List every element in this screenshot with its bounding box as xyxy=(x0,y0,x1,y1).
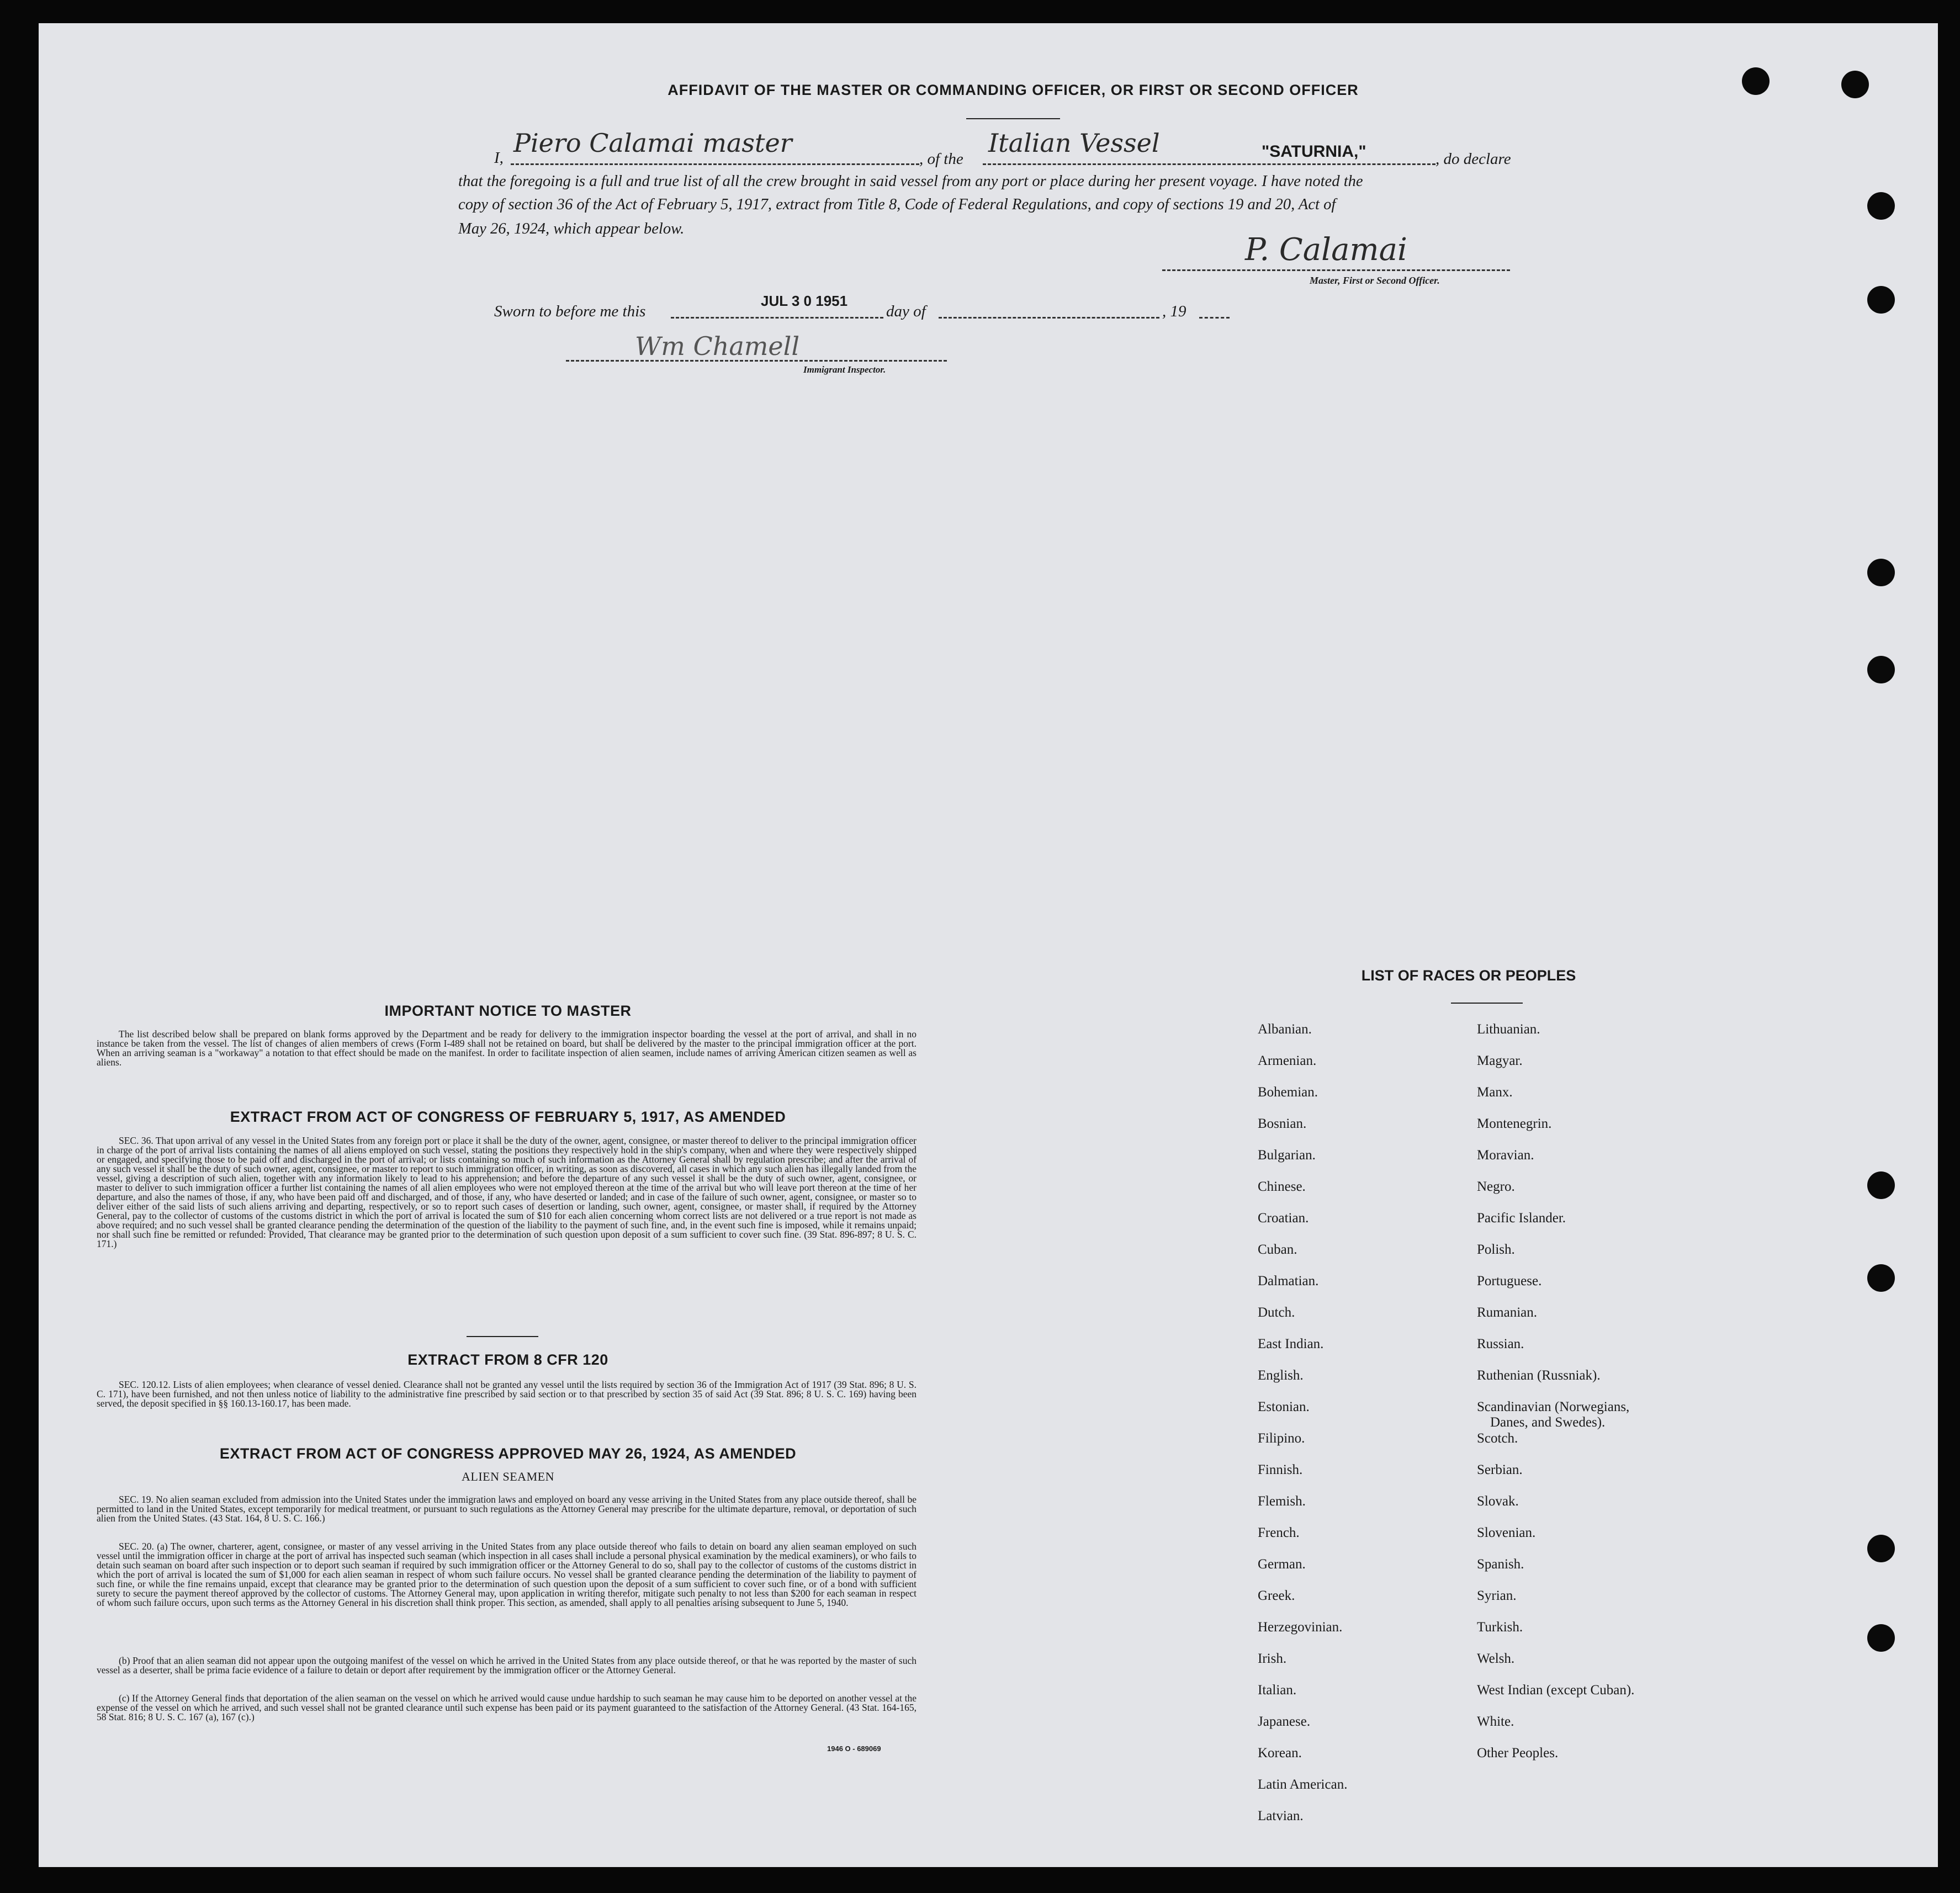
extract-1917-title: EXTRACT FROM ACT OF CONGRESS OF FEBRUARY 5, 1917, AS AMENDED xyxy=(230,1109,786,1125)
punch-hole xyxy=(1742,67,1770,95)
month-line xyxy=(939,317,1159,319)
punch-hole xyxy=(1867,1264,1895,1292)
race-item: Herzegovinian. xyxy=(1258,1620,1343,1635)
extract-1924-subtitle: ALIEN SEAMEN xyxy=(462,1470,554,1483)
race-item: Irish. xyxy=(1258,1651,1287,1666)
race-item: Bosnian. xyxy=(1258,1116,1307,1131)
race-item: Other Peoples. xyxy=(1477,1746,1559,1761)
race-item: French. xyxy=(1258,1525,1300,1540)
race-item: Bulgarian. xyxy=(1258,1148,1316,1163)
year-line xyxy=(1199,317,1230,319)
year-label: , 19 xyxy=(1162,303,1186,320)
extract-1924-sec20a: SEC. 20. (a) The owner, charterer, agent, consignee, or master of any vessel arriving in the United States from any place outside thereof who fails to detain on board any alien seaman employed on such vessel until the immigration officer in charge at the port of arrival has inspected such seaman (which inspection in all cases shall include a personal physical examination by the medical examiners), or who fails to detain such seaman on board after such inspection or to deport such seaman if required by such immigration officer or the Attorney General to do so, shall pay to the collector of customs of the customs district in which the port of arrival is located the sum of $1,000 for each alien seaman in respect of whom such failure occurs. No vessel shall be granted clearance pending the determination of the liability to payment of such fine, or while the fine remains unpaid, except that clearance may be granted prior to the determination of such question upon the deposit of a sum sufficient to cover such fine, or of a bond with sufficient surety to secure the payment thereof approved by the collector of customs. The Attorney General may, upon application in writing therefor, mitigate such penalty to not less than $200 for each seaman in respect of whom such failure occurs, upon such terms as the Attorney General in his discretion shall think proper. This section, as amended, shall apply to all penalties arising subsequent to June 5, 1940. xyxy=(97,1541,917,1608)
race-item: Rumanian. xyxy=(1477,1305,1538,1320)
extract-1924-title: EXTRACT FROM ACT OF CONGRESS APPROVED MAY 26, 1924, AS AMENDED xyxy=(219,1445,797,1462)
race-item: Latin American. xyxy=(1258,1777,1348,1792)
declarant-handwriting: Piero Calamai master xyxy=(513,128,792,158)
punch-hole xyxy=(1867,192,1895,220)
race-item: Russian. xyxy=(1477,1337,1524,1351)
inspector-signature: Wm Chamell xyxy=(635,331,800,361)
race-item: East Indian. xyxy=(1258,1337,1324,1351)
race-item: Finnish. xyxy=(1258,1462,1303,1477)
race-item: Italian. xyxy=(1258,1683,1297,1698)
notice-title: IMPORTANT NOTICE TO MASTER xyxy=(384,1003,632,1019)
race-item: Portuguese. xyxy=(1477,1274,1542,1288)
race-item: Bohemian. xyxy=(1258,1085,1318,1100)
extract-cfr-title: EXTRACT FROM 8 CFR 120 xyxy=(407,1351,608,1368)
title-rule xyxy=(966,118,1060,119)
punch-hole xyxy=(1867,1624,1895,1652)
race-item: English. xyxy=(1258,1368,1304,1383)
race-item: Negro. xyxy=(1477,1179,1515,1194)
race-item: Flemish. xyxy=(1258,1494,1306,1509)
affidavit-body-line1: that the foregoing is a full and true list of all the crew brought in said vessel from any port or place during her present voyage. I have noted the xyxy=(458,173,1363,190)
race-item: Japanese. xyxy=(1258,1714,1311,1729)
race-item: Lithuanian. xyxy=(1477,1022,1540,1037)
section-divider xyxy=(467,1336,538,1337)
race-item: German. xyxy=(1258,1557,1306,1572)
race-item: Korean. xyxy=(1258,1746,1302,1761)
race-item: Serbian. xyxy=(1477,1462,1523,1477)
race-item: Filipino. xyxy=(1258,1431,1305,1446)
race-item: Dalmatian. xyxy=(1258,1274,1319,1288)
races-title-rule xyxy=(1451,1003,1523,1004)
race-item: West Indian (except Cuban). xyxy=(1477,1683,1635,1698)
sworn-date-line xyxy=(671,317,883,319)
do-declare-label: , do declare xyxy=(1435,150,1511,168)
race-item: White. xyxy=(1477,1714,1514,1729)
race-item: Spanish. xyxy=(1477,1557,1524,1572)
affidavit-title: AFFIDAVIT OF THE MASTER OR COMMANDING OFFICER, OR FIRST OR SECOND OFFICER xyxy=(668,82,1359,98)
vessel-handwriting: Italian Vessel xyxy=(988,128,1160,158)
notice-text: The list described below shall be prepared on blank forms approved by the Department and be ready for delivery to the immigration inspector boarding the vessel at the port of arrival, and shall in no instance be taken from the vessel. The list of changes of alien members of crews (Form I-489 shall not be retained on board, but shall be delivered by the master to the principal immigration officer at the port. When an arriving seaman is a "workaway" a notation to that effect should be made on the manifest. In order to facilitate inspection of alien seamen, include names of arriving American citizen seamen as well as aliens. xyxy=(97,1028,917,1068)
punch-hole xyxy=(1867,656,1895,683)
race-item: Dutch. xyxy=(1258,1305,1295,1320)
race-item: Armenian. xyxy=(1258,1053,1317,1068)
race-item: Polish. xyxy=(1477,1242,1515,1257)
of-the-label: , of the xyxy=(919,150,963,168)
race-item: Ruthenian (Russniak). xyxy=(1477,1368,1601,1383)
punch-hole xyxy=(1867,1171,1895,1199)
race-item: Slovenian. xyxy=(1477,1525,1536,1540)
extract-cfr-text: SEC. 120.12. Lists of alien employees; when clearance of vessel denied. Clearance shall not be granted any vessel until the lists required by section 36 of the Immigration Act of 1917 (39 Stat. 896; 8 U. S. C. 171), have been furnished, and not then unless notice of liability to the administrative fine prescribed by said section or to that prescribed by section 35 of said Act (39 Stat. 896; 8 U. S. C. 169) having been served, the deposit specified in §§ 160.13-160.17, has been made. xyxy=(97,1379,917,1409)
sworn-date-stamp: JUL 3 0 1951 xyxy=(761,293,848,309)
extract-1924-sec20c: (c) If the Attorney General finds that deportation of the alien seaman on the vessel on which he arrived would cause undue hardship to such seaman he may cause him to be deported on another vessel at the expense of the vessel on which he arrived, and such vessel shall not be granted clearance until such expense has been paid or its payment guaranteed to the satisfaction of the Attorney General. (43 Stat. 164-165, 58 Stat. 816; 8 U. S. C. 167 (a), 167 (c).) xyxy=(97,1693,917,1722)
punch-hole xyxy=(1867,1535,1895,1562)
vessel-name-stamp: "SATURNIA," xyxy=(1262,142,1366,161)
race-item: Greek. xyxy=(1258,1588,1295,1603)
race-item: Manx. xyxy=(1477,1085,1513,1100)
signature-line xyxy=(1162,269,1510,271)
races-title: LIST OF RACES OR PEOPLES xyxy=(1361,967,1576,984)
race-item: Pacific Islander. xyxy=(1477,1211,1566,1226)
inspector-caption: Immigrant Inspector. xyxy=(803,364,886,375)
extract-1924-sec20b: (b) Proof that an alien seaman did not appear upon the outgoing manifest of the vessel on which he arrived in the United States from any place outside thereof, or that he was reported by the master of such vessel as a deserter, shall be prima facie evidence of a failure to detain or deport after requirement by the immigration officer or the Attorney General. xyxy=(97,1655,917,1675)
extract-1924-sec19: SEC. 19. No alien seaman excluded from admission into the United States under the immigration laws and employed on board any vesse arriving in the United States from any place outside thereof, shall be permitted to land in the United States, except temporarily for medical treatment, or pursuant to such regulations as the Attorney General may prescribe for the ultimate departure, removal, or deportation of such alien from the United States. (43 Stat. 164, 8 U. S. C. 166.) xyxy=(97,1494,917,1524)
race-item: Danes, and Swedes). xyxy=(1490,1415,1606,1430)
punch-hole xyxy=(1867,286,1895,314)
race-item: Scandinavian (Norwegians, xyxy=(1477,1399,1630,1414)
punch-hole xyxy=(1841,71,1869,98)
extract-1917-text: SEC. 36. That upon arrival of any vessel in the United States from any foreign port or place it shall be the duty of the owner, agent, consignee, or master thereof to deliver to the principal immigration officer in charge of the port of arrival lists containing the names of all aliens employed on such vessel, stating the positions they respectively hold in the ship's company, when and where they were respectively shipped or engaged, and specifying those to be paid off and discharged in the port of arrival; or lists containing so much of such information as the Attorney General shall by regulation prescribe; and after the arrival of any such vessel it shall be the duty of such owner, agent, consignee, or master to report to such immigration officer, in writing, as soon as discovered, all cases in which any such alien has illegally landed from the vessel, giving a description of such alien, together with any information likely to lead to his apprehension; and before the departure of any such vessel it shall be the duty of such owner, agent, consignee, or master to deliver to such immigration officer a further list containing the names of all alien employees who were not employed thereon at the time of the arrival but who will leave port thereon at the time of her departure, and also the names of those, if any, who have been paid off and discharged, and of those, if any, who have deserted or landed; and in case of the failure of such owner, agent, consignee, or master so to deliver either of the said lists of such aliens arriving and departing, respectively, or so to report such cases of desertion or landing, such owner, agent, consignee, or master shall, if required by the Attorney General, pay to the collector of customs of the customs district in which the port of arrival is located the sum of $10 for each alien concerning whom correct lists are not delivered or a true report is not made as above required; and no such vessel shall be granted clearance pending the determination of the question of the liability to the payment of such fine, and, in the event such fine is imposed, while it remains unpaid; nor shall such fine be remitted or refunded: Provided, That clearance may be granted prior to the determination of such question upon deposit of a sum sufficient to cover such fine. (39 Stat. 896-897; 8 U. S. C. 171.) xyxy=(97,1135,917,1249)
affidavit-body-line3: May 26, 1924, which appear below. xyxy=(458,220,685,237)
master-signature: P. Calamai xyxy=(1245,232,1407,268)
declarant-prefix: I, xyxy=(494,149,504,167)
race-item: Magyar. xyxy=(1477,1053,1523,1068)
race-item: Croatian. xyxy=(1258,1211,1309,1226)
race-item: Estonian. xyxy=(1258,1399,1310,1414)
race-item: Albanian. xyxy=(1258,1022,1312,1037)
affidavit-body-line2: copy of section 36 of the Act of February 5, 1917, extract from Title 8, Code of Federal Regulations, and copy of sections 19 and 20, Act of xyxy=(458,196,1336,213)
race-item: Syrian. xyxy=(1477,1588,1517,1603)
race-item: Turkish. xyxy=(1477,1620,1523,1635)
race-item: Slovak. xyxy=(1477,1494,1519,1509)
race-item: Moravian. xyxy=(1477,1148,1534,1163)
race-item: Scotch. xyxy=(1477,1431,1518,1446)
day-of-label: day of xyxy=(886,303,926,320)
race-item: Montenegrin. xyxy=(1477,1116,1552,1131)
signature-caption: Master, First or Second Officer. xyxy=(1310,275,1440,286)
race-item: Welsh. xyxy=(1477,1651,1515,1666)
vessel-line xyxy=(983,163,1435,165)
race-item: Chinese. xyxy=(1258,1179,1306,1194)
race-item: Cuban. xyxy=(1258,1242,1297,1257)
print-code: 1946 O - 689069 xyxy=(827,1744,881,1753)
punch-hole xyxy=(1867,559,1895,586)
sworn-label: Sworn to before me this xyxy=(494,303,646,320)
declarant-line xyxy=(511,163,919,165)
race-item: Latvian. xyxy=(1258,1809,1304,1823)
